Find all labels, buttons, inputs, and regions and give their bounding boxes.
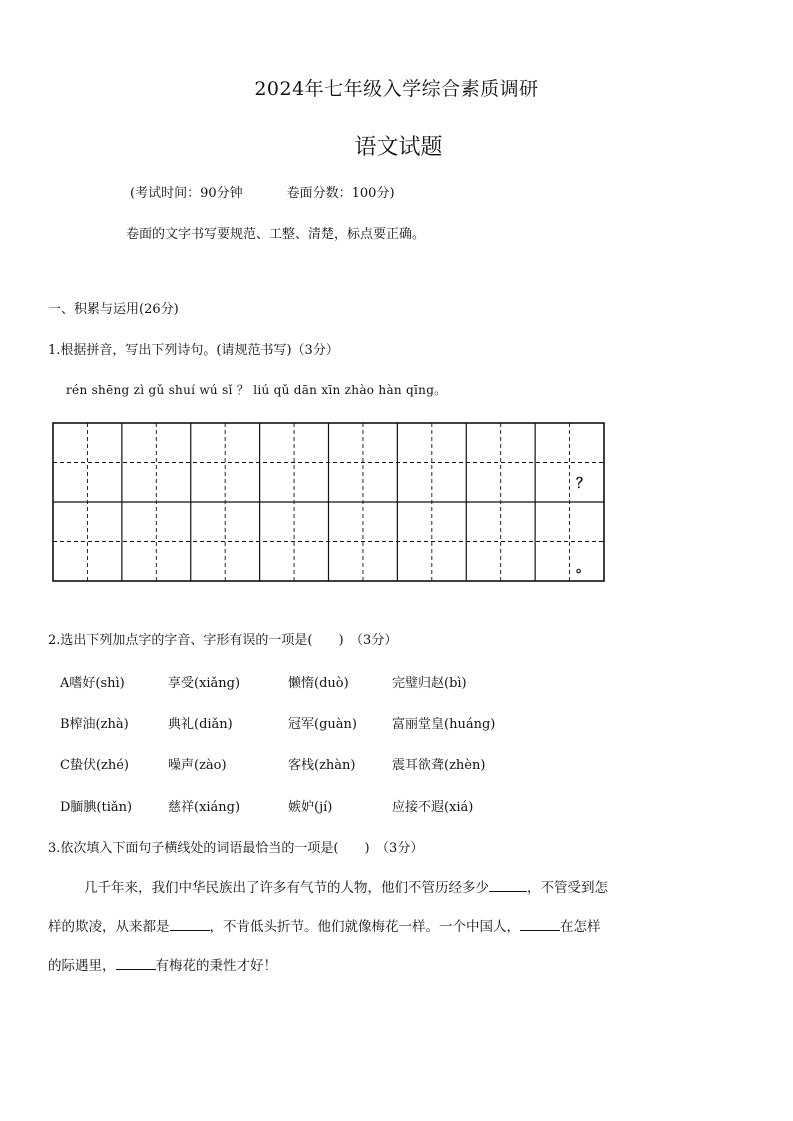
option-c-item-1: C蛰伏(zhé): [60, 758, 130, 773]
answer-blank-3[interactable]: [520, 918, 560, 931]
answer-blank-4[interactable]: [116, 957, 156, 970]
option-b-item-3: 冠军(guàn): [288, 717, 357, 732]
question-3-line-1: 几千年来，我们中华民族出了许多有气节的人物，他们不管历经多少 ，不管受到怎: [84, 880, 608, 896]
question-3-stem: 3.依次填入下面句子横线处的词语最恰当的一项是( ) （3分）: [48, 841, 424, 856]
option-a-item-3: 懒惰(duò): [288, 676, 349, 691]
question-1-pinyin: rén shēng zì gǔ shuí wú sǐ ？ liú qǔ dān xīn zhào hàn qīng。: [66, 383, 447, 397]
option-c-item-4: 震耳欲聋(zhèn): [392, 758, 486, 773]
option-d-item-3: 嫉妒(jí): [288, 800, 333, 815]
option-b-item-2: 典礼(diǎn): [168, 717, 233, 732]
grid-period-mark: 。: [576, 560, 590, 576]
answer-blank-1[interactable]: [489, 879, 527, 892]
writing-notice: 卷面的文字书写要规范、工整、清楚，标点要正确。: [126, 227, 426, 242]
option-d-item-1: D腼腆(tiǎn): [60, 800, 133, 815]
grid-question-mark: ？: [576, 476, 590, 492]
question-3-line-3: 的际遇里， 有梅花的秉性才好！: [48, 958, 277, 974]
option-b-item-1: B榨油(zhà): [60, 717, 129, 732]
page-subtitle: 语文试题: [354, 135, 443, 160]
option-c-item-3: 客栈(zhàn): [288, 758, 356, 773]
page-title: 2024年七年级入学综合素质调研: [254, 78, 539, 100]
full-score: 卷面分数：100分): [286, 186, 395, 201]
option-d-item-2: 慈祥(xiáng): [168, 800, 241, 815]
answer-blank-2[interactable]: [170, 918, 210, 931]
option-a-item-2: 享受(xiǎng): [168, 676, 241, 691]
writing-grid[interactable]: [52, 422, 605, 582]
question-1-stem: 1.根据拼音，写出下列诗句。(请规范书写)（3分）: [48, 343, 339, 358]
exam-time: (考试时间：90分钟: [130, 186, 243, 201]
section-heading: 一、积累与运用(26分): [48, 302, 179, 317]
option-a-item-1: A嗜好(shì): [60, 676, 125, 691]
option-c-item-2: 噪声(zào): [168, 758, 227, 773]
question-2-stem: 2.选出下列加点字的字音、字形有误的一项是( ) （3分）: [48, 633, 398, 648]
option-a-item-4: 完璧归赵(bì): [392, 676, 467, 691]
question-3-line-2: 样的欺凌，从来都是 ，不肯低头折节。他们就像梅花一样。一个中国人， 在怎样: [48, 919, 601, 935]
exam-info: [130, 182, 395, 201]
option-d-item-4: 应接不遐(xiá): [392, 800, 474, 815]
option-b-item-4: 富丽堂皇(huáng): [392, 717, 496, 732]
